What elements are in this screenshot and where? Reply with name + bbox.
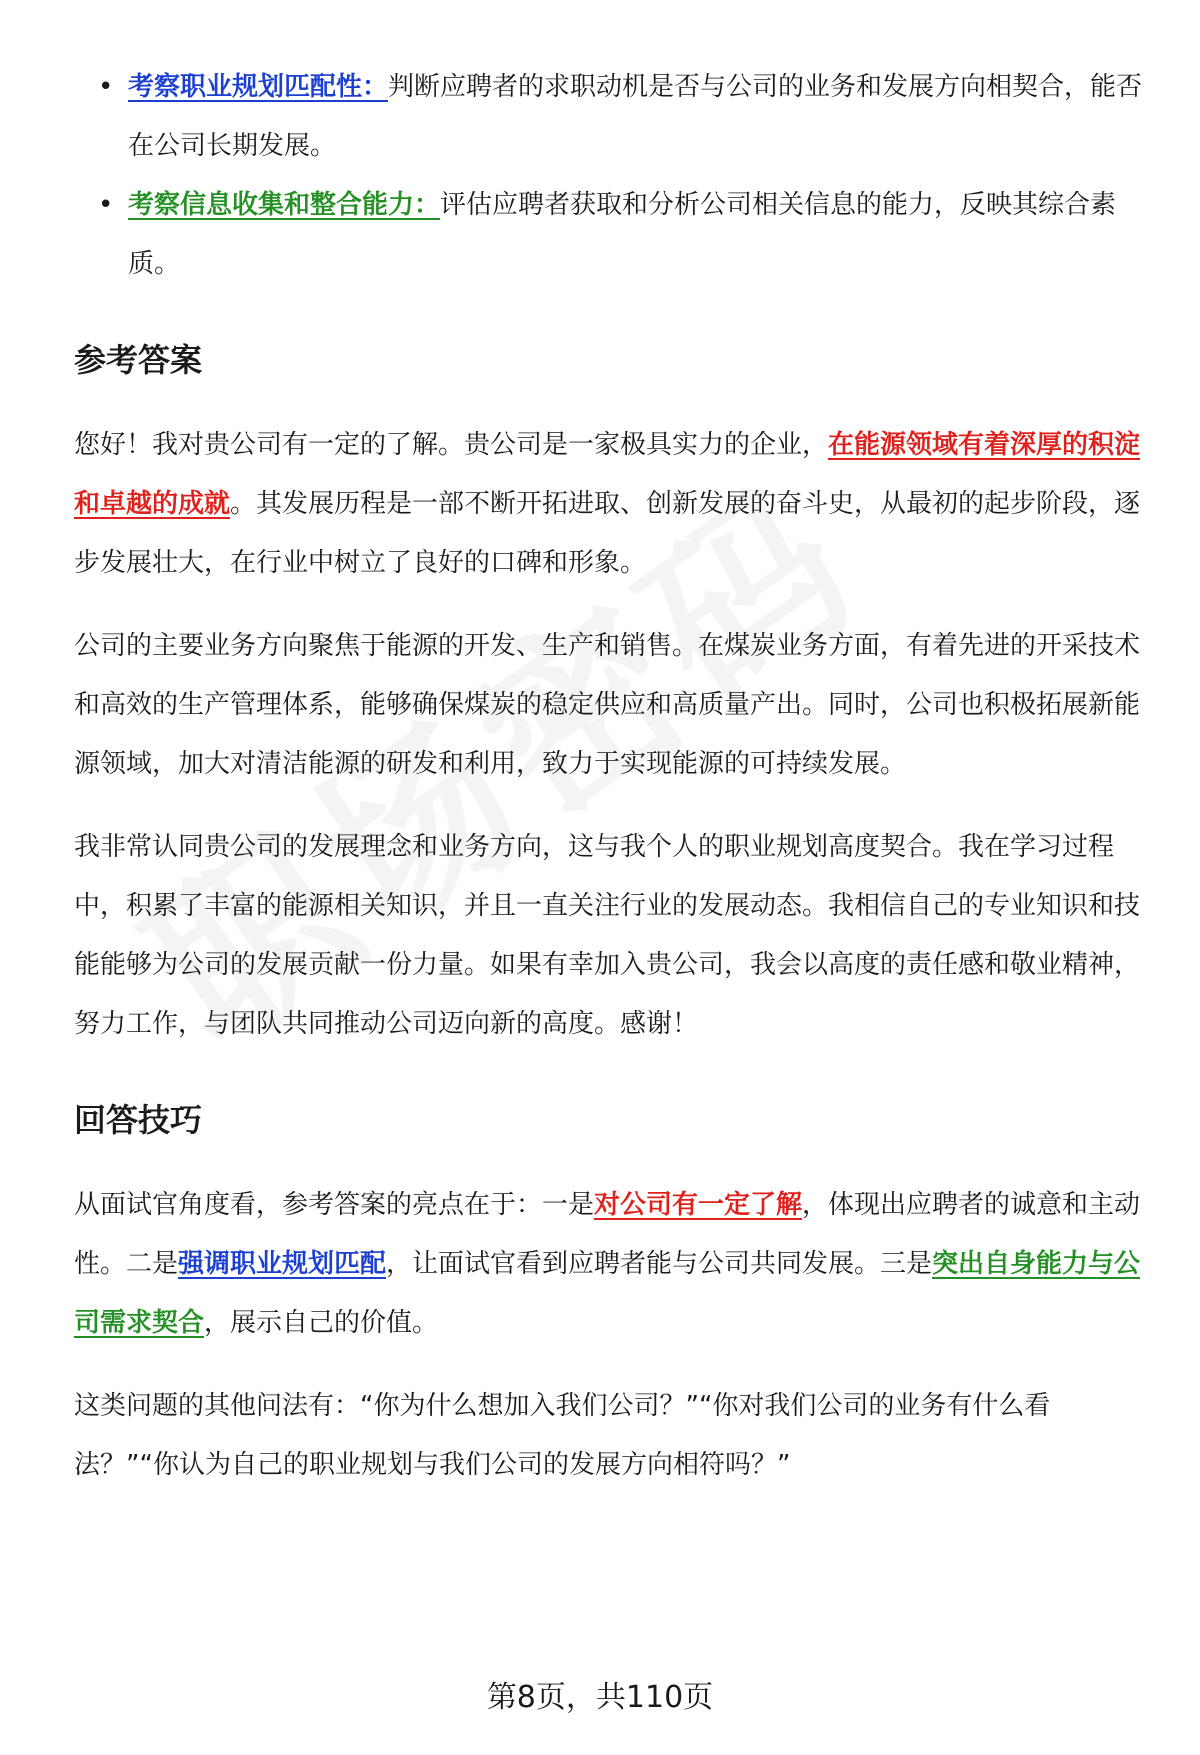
list-item [128, 176, 1146, 294]
criteria-label: 考察职业规划匹配性： [128, 72, 389, 102]
answer-text: 。其发展历程是一部不断开拓进取、创新发展的奋斗史，从最初的起步阶段，逐步发展壮大，在行业中树立了良好的口碑和形象。 [74, 489, 1141, 578]
tips-text: ，体现出应聘者的诚意和主动性。二是 [74, 1190, 1141, 1279]
highlight-text: 强调职业规划匹配 [178, 1249, 387, 1279]
criteria-list [74, 58, 1146, 294]
tips-text: ，展示自己的价值。 [204, 1308, 439, 1338]
tips-paragraph-1 [74, 1176, 1146, 1353]
highlight-text: 突出自身能力与公司需求契合 [74, 1249, 1141, 1338]
document-page [74, 58, 1146, 1495]
criteria-text: 评估应聘者获取和分析公司相关信息的能力，反映其综合素质。 [128, 190, 1117, 279]
criteria-text: 判断应聘者的求职动机是否与公司的业务和发展方向相契合，能否在公司长期发展。 [128, 72, 1143, 161]
tips-paragraph-2: 这类问题的其他问法有：“你为什么想加入我们公司？”“你对我们公司的业务有什么看法？”“你认为自己的职业规划与我们公司的发展方向相符吗？” [74, 1391, 1051, 1480]
page-number: 第8页，共110页 [486, 1680, 714, 1715]
answer-paragraph-2: 公司的主要业务方向聚焦于能源的开发、生产和销售。在煤炭业务方面，有着先进的开采技术和高效的生产管理体系，能够确保煤炭的稳定供应和高质量产出。同时，公司也积极拓展新能源领域，加大对清洁能源的研发和利用，致力于实现能源的可持续发展。 [74, 631, 1141, 779]
tips-text: ，让面试官看到应聘者能与公司共同发展。三是 [386, 1249, 933, 1279]
answer-paragraph-1 [74, 416, 1146, 593]
highlight-text: 在能源领域有着深厚的积淀和卓越的成就 [74, 430, 1141, 519]
list-item [128, 58, 1146, 176]
answer-paragraph-3: 我非常认同贵公司的发展理念和业务方向，这与我个人的职业规划高度契合。我在学习过程中，积累了丰富的能源相关知识，并且一直关注行业的发展动态。我相信自己的专业知识和技能能够为公司的发展贡献一份力量。如果有幸加入贵公司，我会以高度的责任感和敬业精神，努力工作，与团队共同推动公司迈向新的高度。感谢！ [74, 832, 1141, 1039]
answer-heading: 参考答案 [74, 341, 203, 379]
highlight-text: 对公司有一定了解 [594, 1190, 803, 1220]
answer-text: 您好！我对贵公司有一定的了解。贵公司是一家极具实力的企业， [74, 430, 829, 460]
tips-text: 从面试官角度看，参考答案的亮点在于：一是 [74, 1190, 595, 1220]
tips-heading: 回答技巧 [74, 1101, 203, 1139]
criteria-label: 考察信息收集和整合能力： [128, 190, 441, 220]
